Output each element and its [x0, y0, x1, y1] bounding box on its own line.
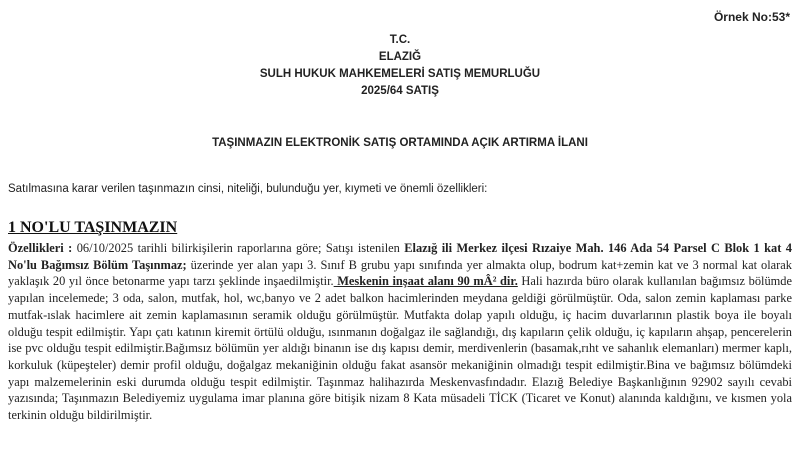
header-line-city: ELAZIĞ: [378, 51, 422, 63]
features-label: Özellikleri :: [8, 241, 73, 255]
header-line-file-no: 2025/64 SATIŞ: [361, 85, 439, 97]
description-part-1: 06/10/2025 tarihli bilirkişilerin raporlarına göre; Satışı istenilen: [72, 241, 405, 255]
header-line-country: T.C.: [389, 34, 411, 46]
description-part-2: üzerinde yer alan yapı 3. Sınıf B grubu yapı sınıfında yer almakta olup, bodrum kat+zemin kat ve 3 normal kat olarak yaklaşık 20 yıl önce betonarme yapı tarzı şeklinde inşaedilmiştir.: [8, 257, 792, 289]
notice-title: TAŞINMAZIN ELEKTRONİK SATIŞ ORTAMINDA AÇIK ARTIRMA İLANI: [212, 137, 588, 149]
description-part-3: Hali hazırda büro olarak kullanılan bağımsız bölümde yapılan incelemede; 3 oda, salon, mutfak, hol, wc,banyo ve 2 adet balkon hacimlerinden meydana geldiği görülmüştür. Oda, salon zemin kaplaması parke mutfak-ıslak hacimlere ait zemin kaplamasının seramik olduğu görülmüştür. Mutfakta dolap yapılı olduğu, iç hacim duvarlarının plastik boya ile boyalı olduğu tespit edilmiştir. Yapı çatı katının kiremit örtülü olduğu, ısınmanın doğalgaz ile sağlandığı, dış kapıların çelik olduğu, iç kapıların ahşap, pencerelerin ise pvc olduğu tespit edilmiştir.Bağımsız bölümün yer aldığı binanın ise dış kapısı demir, merdivenlerin (basamak,rıht ve sahanlık elemanları) mermer kaplı, korkuluk (küpeşteler) demir profil olduğu, doğalgaz mekaniğinin olduğu fakat asansör mekaniğinin olmadığı tespit edilmiştir.Bina ve bağımsız bölümdeki yapı malzemelerinin eski durumda olduğu tespit edilmiştir. Taşınmaz halihazırda Meskenvasfındadır. Elazığ Belediye Başkanlığının 92902 sayılı cevabi yazısında; Taşınmazın Belediyemiz uygulama imar planına göre bitişik nizam 8 Kata müsadeli TİCK (Ticaret ve Konut) alanında kaldığını, ve kısmen yola terkinin olduğu bildirilmiştir.: [8, 274, 792, 423]
property-title: 1 NO'LU TAŞINMAZIN: [8, 219, 178, 236]
sample-number: Örnek No:53*: [713, 10, 790, 24]
header-line-office: SULH HUKUK MAHKEMELERİ SATIŞ MEMURLUĞU: [259, 68, 541, 80]
property-location: Elazığ ili Merkez ilçesi Rızaiye Mah. 146 Ada 54 Parsel C Blok 1 kat 4 No'lu Bağımsız Bölüm Taşınmaz;: [8, 241, 792, 272]
intro-text: Satılmasına karar verilen taşınmazın cinsi, niteliği, bulunduğu yer, kıymeti ve önemli özellikleri:: [8, 183, 488, 195]
court-header: [0, 32, 800, 100]
construction-area: Meskenin inşaat alanı 90 mÂ² dir.: [333, 274, 518, 289]
property-description: [8, 240, 792, 424]
